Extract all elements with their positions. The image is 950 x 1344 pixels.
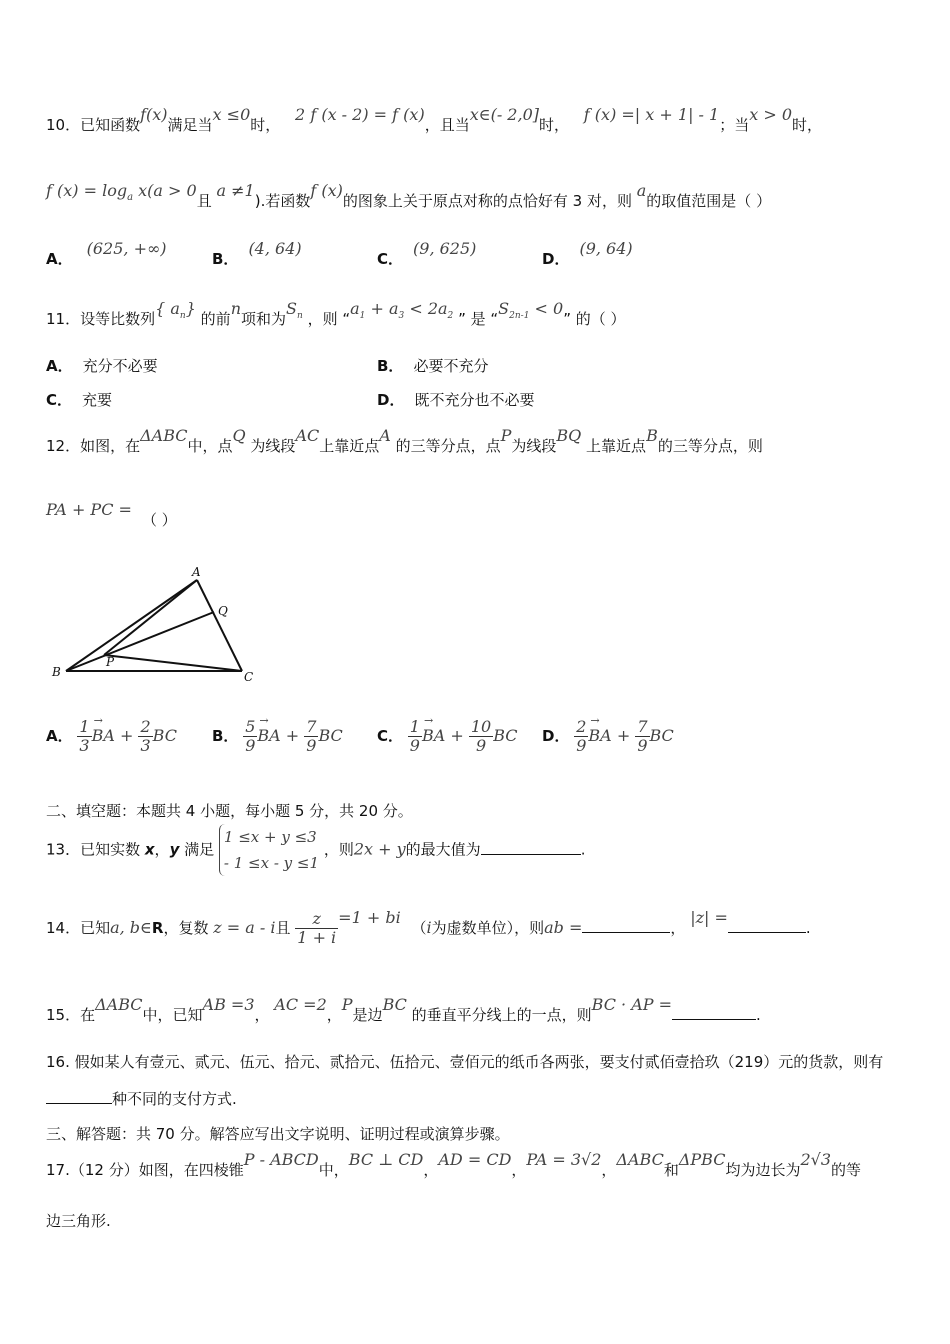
q12-option-b[interactable]: B． $\frac{5}{9}$ → BA + $\frac{7}{9}$ BC bbox=[212, 718, 343, 755]
section-2-heading: 二、填空题：本题共 4 小题，每小题 5 分，共 20 分。 bbox=[46, 802, 413, 820]
q11-stem: 11．设等比数列{ $a_n$} 的前n项和为$S_n$ ，则 “$a_1 + a_3 < 2a_2$ ” 是 “$S_{2n-1} < 0$” 的（ ） bbox=[46, 299, 626, 328]
q16-line2: 种不同的支付方式. bbox=[46, 1088, 237, 1109]
coef-1: $\frac{5}{9}$ bbox=[245, 717, 256, 755]
segment-pc bbox=[104, 655, 242, 671]
answer-blank[interactable] bbox=[672, 1005, 756, 1020]
q11-option-b[interactable]: B． 必要不充分 bbox=[377, 357, 489, 375]
answer-blank[interactable] bbox=[481, 840, 581, 855]
coef-2: $\frac{7}{9}$ bbox=[637, 717, 648, 755]
q10-option-b[interactable]: B．(4, 64) bbox=[212, 239, 302, 268]
q11-option-c[interactable]: C． 充要 bbox=[46, 391, 113, 409]
q12-option-c[interactable]: C． $\frac{1}{9}$ → BA + $\frac{10}{9}$ BC bbox=[377, 718, 518, 755]
q15: 15．在ΔABC中，已知AB =3， AC =2，P是边BC 的垂直平分线上的一点，则BC · AP =. bbox=[46, 995, 761, 1024]
q10-option-a[interactable]: A．(625, +∞) bbox=[46, 239, 167, 268]
q14: 14．已知a, b∈R，复数 z = a - i且 $\frac{z}{1 + i}$ =1 + bi （i为虚数单位），则ab = ， |z| =. bbox=[46, 908, 811, 947]
label-q: Q bbox=[218, 604, 228, 618]
q13: 13．已知实数 x，y 满足 1 ≤x + y ≤3 - 1 ≤x - y ≤1 ，则2x + y的最大值为 . bbox=[46, 824, 585, 876]
label-p: P bbox=[106, 655, 115, 669]
coef-1: $\frac{1}{3}$ bbox=[79, 717, 90, 755]
ab-blank[interactable] bbox=[582, 918, 670, 933]
segment-pa bbox=[104, 580, 197, 655]
q12-expression: PA + PC =（ ） bbox=[46, 500, 177, 529]
q10-line2: f $(x) = \log_a x(a > 0$且 a ≠1).若函数f (x)的图象上关于原点对称的点恰好有 3 对，则 a的取值范围是（ ） bbox=[46, 181, 772, 210]
z-fraction: $\frac{z}{1 + i}$ bbox=[297, 909, 337, 947]
q16-line1: 16. 假如某人有壹元、贰元、伍元、拾元、贰拾元、伍拾元、壹佰元的纸币各两张，要支付贰佰壹拾玖（219）元的货款，则有 bbox=[46, 1053, 884, 1071]
modulus-blank[interactable] bbox=[728, 918, 806, 933]
q10-line1: 10．已知函数f(x)满足当x ≤0时， 2 f (x - 2) = f (x)，且当x∈(- 2,0]时， f (x) =| x + 1| - 1；当x > 0时， bbox=[46, 105, 823, 134]
label-a: A bbox=[192, 565, 201, 579]
edge-ac bbox=[197, 580, 242, 671]
q12-stem: 12．如图，在ΔABC中，点Q 为线段AC上靠近点A 的三等分点，点P为线段BQ 上靠近点B的三等分点，则 bbox=[46, 426, 763, 455]
q11-option-a[interactable]: A． 充分不必要 bbox=[46, 357, 158, 375]
q10-option-c[interactable]: C．(9, 625) bbox=[377, 239, 477, 268]
segment-bq bbox=[66, 612, 214, 671]
q17-line1: 17.（12 分）如图，在四棱锥P - ABCD中，BC ⊥ CD，AD = CD，PA = 3√2，ΔABC和ΔPBC均为边长为2√3的等 bbox=[46, 1150, 862, 1179]
coef-1: $\frac{1}{9}$ bbox=[409, 717, 420, 755]
coef-2: $\frac{2}{3}$ bbox=[140, 717, 151, 755]
q11-option-d[interactable]: D． 既不充分也不必要 bbox=[377, 391, 535, 409]
q17-line2: 边三角形. bbox=[46, 1212, 111, 1230]
triangle-figure bbox=[40, 560, 270, 690]
answer-blank[interactable] bbox=[46, 1089, 112, 1104]
label-b: B bbox=[52, 665, 61, 679]
q12-option-a[interactable]: A． $\frac{1}{3}$ → BA + $\frac{2}{3}$ BC bbox=[46, 718, 177, 755]
label-c: C bbox=[244, 670, 254, 684]
coef-1: $\frac{2}{9}$ bbox=[576, 717, 587, 755]
coef-2: $\frac{10}{9}$ bbox=[470, 717, 492, 755]
q10-option-d[interactable]: D．(9, 64) bbox=[542, 239, 633, 268]
q12-option-d[interactable]: D． $\frac{2}{9}$ → BA + $\frac{7}{9}$ BC bbox=[542, 718, 674, 755]
section-3-heading: 三、解答题：共 70 分。解答应写出文字说明、证明过程或演算步骤。 bbox=[46, 1125, 510, 1143]
constraint-system: 1 ≤x + y ≤3 - 1 ≤x - y ≤1 bbox=[219, 824, 319, 876]
coef-2: $\frac{7}{9}$ bbox=[306, 717, 317, 755]
